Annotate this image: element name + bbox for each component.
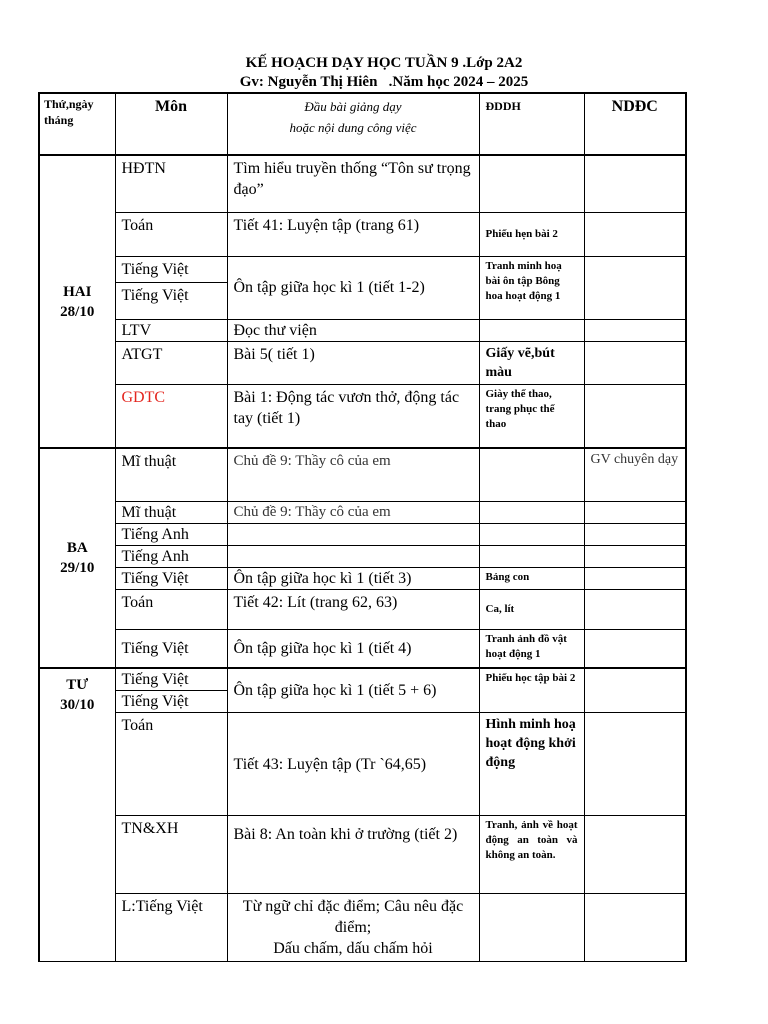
content-cell — [227, 545, 479, 567]
subject-cell: Toán — [115, 589, 227, 629]
day-date: 30/10 — [60, 697, 95, 713]
content-cell: Bài 5( tiết 1) — [227, 341, 479, 384]
day-date: 29/10 — [60, 560, 95, 576]
content-cell: Chủ đề 9: Thầy cô của em — [227, 501, 479, 523]
equipment-cell — [479, 155, 584, 212]
subject-cell: Mĩ thuật — [115, 448, 227, 501]
table-row — [39, 319, 686, 341]
day-cell-monday — [39, 155, 115, 448]
subject-cell: Mĩ thuật — [115, 501, 227, 523]
day-name: HAI — [63, 283, 92, 300]
content-cell: Ôn tập giữa học kì 1 (tiết 3) — [227, 567, 479, 589]
table-row — [39, 448, 686, 501]
table-row — [39, 589, 686, 629]
equipment-cell: Bảng con — [479, 567, 584, 589]
header-adjust: NDĐC — [584, 93, 686, 155]
table-row — [39, 256, 686, 282]
subject-cell: LTV — [115, 319, 227, 341]
table-row — [39, 545, 686, 567]
adjust-cell — [584, 341, 686, 384]
content-cell: Ôn tập giữa học kì 1 (tiết 5 + 6) — [227, 668, 479, 713]
header-equipment: ĐDDH — [479, 93, 584, 155]
content-cell: Tiết 43: Luyện tập (Tr `64,65) — [227, 713, 479, 816]
header-content-line1: Đầu bài giảng dạy — [304, 99, 402, 114]
adjust-cell: GV chuyên dạy — [584, 448, 686, 501]
equipment-cell: Giấy vẽ,bút màu — [479, 341, 584, 384]
content-cell: Bài 8: An toàn khi ở trường (tiết 2) — [227, 816, 479, 894]
equipment-cell — [479, 448, 584, 501]
content-line: Từ ngữ chỉ đặc điểm; Câu nêu đặc điểm; — [242, 898, 464, 936]
subject-cell: L:Tiếng Việt — [115, 894, 227, 962]
table-row — [39, 894, 686, 962]
subject-cell: Tiếng Việt — [115, 256, 227, 282]
content-cell: Bài 1: Động tác vươn thở, động tác tay (tiết 1) — [227, 384, 479, 448]
teacher-year-line: Gv: Nguyễn Thị Hiên .Năm học 2024 – 2025 — [239, 74, 529, 90]
day-name: TƯ — [66, 677, 89, 693]
table-row — [39, 212, 686, 256]
equipment-cell: Phiếu hẹn bài 2 — [479, 212, 584, 256]
subject-cell: Tiếng Anh — [115, 523, 227, 545]
adjust-cell — [584, 567, 686, 589]
content-cell: Đọc thư viện — [227, 319, 479, 341]
content-cell — [227, 523, 479, 545]
content-cell: Tìm hiểu truyền thống “Tôn sư trọng đạo” — [227, 155, 479, 212]
header-day: Thứ,ngày tháng — [39, 93, 115, 155]
subject-cell: Toán — [115, 212, 227, 256]
equipment-cell — [479, 501, 584, 523]
subject-cell: HĐTN — [115, 155, 227, 212]
equipment-cell — [479, 319, 584, 341]
adjust-cell — [584, 713, 686, 816]
adjust-cell — [584, 629, 686, 668]
subject-cell: ATGT — [115, 341, 227, 384]
header-subject: Môn — [115, 93, 227, 155]
day-date: 28/10 — [60, 303, 95, 320]
table-row — [39, 155, 686, 212]
equipment-cell: Phiếu học tập bài 2 — [479, 668, 584, 713]
day-cell-wednesday — [39, 668, 115, 962]
content-cell: Ôn tập giữa học kì 1 (tiết 4) — [227, 629, 479, 668]
table-row — [39, 384, 686, 448]
content-cell: Ôn tập giữa học kì 1 (tiết 1-2) — [227, 256, 479, 319]
subject-cell: Toán — [115, 713, 227, 816]
subject-cell: GDTC — [115, 384, 227, 448]
table-row — [39, 816, 686, 894]
subject-cell: Tiếng Việt — [115, 691, 227, 713]
day-cell-tuesday — [39, 448, 115, 668]
header-content — [227, 93, 479, 155]
adjust-cell — [584, 212, 686, 256]
equipment-cell: Ca, lít — [479, 589, 584, 629]
adjust-cell — [584, 319, 686, 341]
subject-cell: Tiếng Việt — [115, 629, 227, 668]
subject-cell: Tiếng Anh — [115, 545, 227, 567]
subject-cell: TN&XH — [115, 816, 227, 894]
plan-title: KẾ HOẠCH DẠY HỌC TUẦN 9 .Lớp 2A2 — [245, 55, 523, 71]
table-row — [39, 501, 686, 523]
content-cell: Tiết 41: Luyện tập (trang 61) — [227, 212, 479, 256]
equipment-cell: Tranh, ảnh về hoạt động an toàn và không an toàn. — [479, 816, 584, 894]
equipment-cell: Giày thể thao, trang phục thể thao — [479, 384, 584, 448]
equipment-cell — [479, 545, 584, 567]
table-row — [39, 523, 686, 545]
table-row — [39, 713, 686, 816]
equipment-cell — [479, 523, 584, 545]
equipment-cell: Tranh ảnh đồ vật hoạt động 1 — [479, 629, 584, 668]
adjust-cell — [584, 545, 686, 567]
adjust-cell — [584, 894, 686, 962]
equipment-cell — [479, 894, 584, 962]
content-cell: Chủ đề 9: Thầy cô của em — [227, 448, 479, 501]
subject-cell: Tiếng Việt — [115, 668, 227, 691]
equipment-cell: Hình minh hoạ hoạt động khởi động — [479, 713, 584, 816]
table-row — [39, 567, 686, 589]
table-row — [39, 341, 686, 384]
adjust-cell — [584, 523, 686, 545]
adjust-cell — [584, 589, 686, 629]
adjust-cell — [584, 668, 686, 713]
content-cell: Tiết 42: Lít (trang 62, 63) — [227, 589, 479, 629]
day-name: BA — [66, 540, 88, 556]
table-row — [39, 629, 686, 668]
adjust-cell — [584, 816, 686, 894]
weekly-plan-table — [38, 92, 687, 962]
header-content-line2: hoặc nội dung công việc — [289, 120, 417, 135]
content-line: Dấu chấm, dấu chấm hỏi — [273, 940, 433, 957]
subject-cell: Tiếng Việt — [115, 282, 227, 319]
subject-cell: Tiếng Việt — [115, 567, 227, 589]
equipment-cell: Tranh minh hoạ bài ôn tập Bông hoa hoạt động 1 — [479, 256, 584, 319]
content-cell — [227, 894, 479, 962]
adjust-cell — [584, 384, 686, 448]
adjust-cell — [584, 155, 686, 212]
adjust-cell — [584, 501, 686, 523]
adjust-cell — [584, 256, 686, 319]
table-row — [39, 668, 686, 691]
